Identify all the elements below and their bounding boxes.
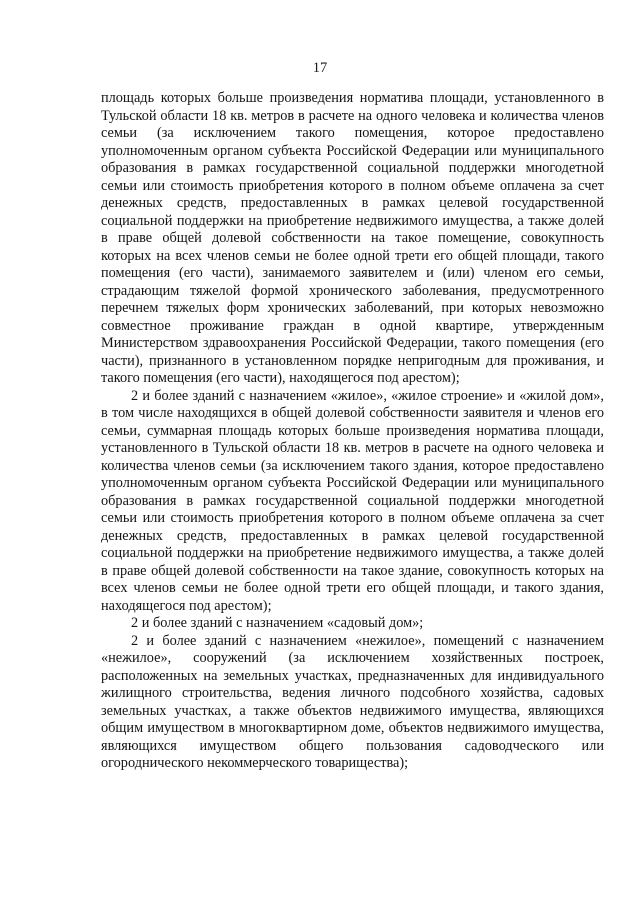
paragraph-continuation: площадь которых больше произведения норматива площади, установленного в Тульской области 18 кв. метров в расчете на одного человека и количества членов семьи (за исключением такого помещения, которое предоставлено уполномоченным органом субъекта Российской Федерации или муниципального образования в рамках государственной социальной поддержки многодетной семьи или стоимость приобретения которого в полном объеме оплачена за счет денежных средств, предоставленных в рамках целевой государственной социальной поддержки на приобретение недвижимого имущества, а также долей в праве общей долевой собственности на такое помещение, совокупность которых на всех членов семьи не более одной трети его общей площади, такого помещения (его части), занимаемого заявителем и (или) членом его семьи, страдающим тяжелой формой хронического заболевания, предусмотренного перечнем тяжелых форм хронических заболеваний, при которых невозможно совместное проживание граждан в одной квартире, утвержденным Министерством здравоохранения Российской Федерации, такого помещения (его части), признанного в установленном порядке непригодным для проживания, и такого помещения (его части), находящегося под арестом);: [101, 90, 604, 386]
paragraph-garden-houses: 2 и более зданий с назначением «садовый дом»;: [131, 615, 424, 631]
page-number: 17: [312, 60, 328, 76]
document-body: [101, 90, 604, 773]
paragraph-non-residential: 2 и более зданий с назначением «нежилое», помещений с назначением «нежилое», сооружений (за исключением хозяйственных построек, расположенных на земельных участках, предназначенных для индивидуального жилищного строительства, ведения личного подсобного хозяйства, садовых земельных участках, а также объектов недвижимого имущества, являющихся общим имуществом в многоквартирном доме, объектов недвижимого имущества, являющихся имуществом общего пользования садоводческого или огороднического некоммерческого товарищества);: [101, 632, 604, 771]
paragraph-residential-buildings: 2 и более зданий с назначением «жилое», «жилое строение» и «жилой дом», в том числе находящихся в общей долевой собственности заявителя и членов его семьи, суммарная площадь которых больше произведения норматива площади, установленного в Тульской области 18 кв. метров в расчете на одного человека и количества членов семьи (за исключением такого здания, которое предоставлено уполномоченным органом субъекта Российской Федерации или муниципального образования в рамках государственной социальной поддержки многодетной семьи или стоимость приобретения которого в полном объеме оплачена за счет денежных средств, предоставленных в рамках целевой государственной социальной поддержки на приобретение недвижимого имущества, а также долей в праве общей долевой собственности на такое здание, совокупность которых на всех членов семьи не более одной трети его общей площади, и такого здания, находящегося под арестом);: [101, 387, 604, 614]
